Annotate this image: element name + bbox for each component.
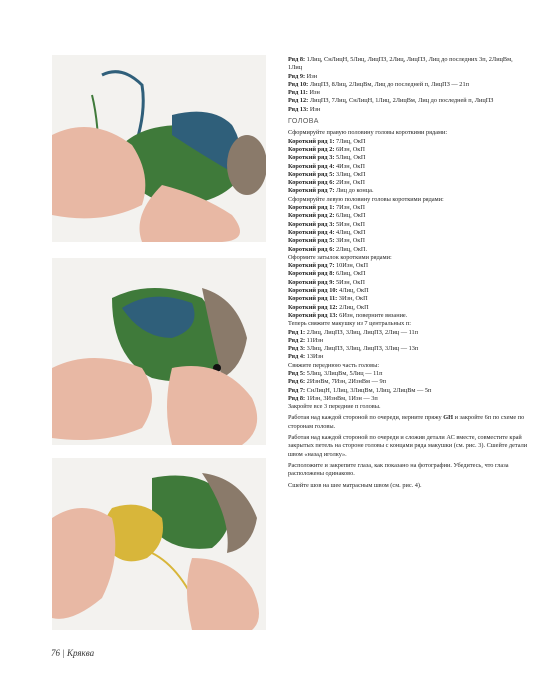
short-row: Короткий ряд 8: 6Лиц, ОкП: [288, 270, 366, 278]
row-line: Ряд 5: 5Лиц, 3ЛицВм, 5Лиц — 11п: [288, 369, 383, 377]
row-line: Ряд 8: 1Изн, 3ИзнВм, 1Изн — 3п: [288, 394, 378, 402]
row-line: Ряд 4: 13Изн: [288, 353, 324, 361]
instructions-column: [288, 56, 528, 490]
short-row: Короткий ряд 5: 3Лиц, ОкП: [288, 170, 366, 178]
row-line: Ряд 6: 2ИзнВм, 7Изн, 2ИзнВм — 9п: [288, 378, 386, 386]
short-row: Короткий ряд 2: 6Изн, ОкП: [288, 145, 365, 153]
row-line: Ряд 8: 1Лиц, СнЛицН, 5Лиц, ЛицПЗ, 2Лиц, ЛицПЗ, Лиц до последних 3п, 2ЛицВм, 1Лиц: [288, 56, 513, 72]
short-row: Короткий ряд 12: 2Лиц, ОкП: [288, 303, 369, 311]
short-row: Короткий ряд 6: 2Изн, ОкП: [288, 179, 365, 187]
short-row: Короткий ряд 13: 6Изн, поверните вязание.: [288, 311, 408, 319]
front-rows: [288, 370, 528, 403]
paragraph-eyes: Расположите и закрепите глаза, как показано на фотографии. Убедитесь, что глаза расположены одинаково.: [288, 461, 509, 478]
short-row: Короткий ряд 7: 10Изн, ОкП: [288, 262, 369, 270]
paragraph-neck: Сшейте шов на шее матрасным швом (см. рис. 4).: [288, 481, 422, 489]
crown-rows: [288, 329, 528, 362]
short-row: Короткий ряд 1: 7Изн, ОкП: [288, 204, 365, 212]
top-rows: [288, 56, 528, 114]
close-text: Закройте все 3 передние п головы.: [288, 403, 381, 411]
short-row: Короткий ряд 3: 5Лиц, ОкП: [288, 154, 366, 162]
short-row: Короткий ряд 7: Лиц до конца.: [288, 187, 374, 195]
page-footer: 76 | Кряква: [51, 648, 95, 658]
intro-crown: Теперь свяжите макушку из 7 центральных п:: [288, 320, 411, 328]
back-short-rows: [288, 262, 528, 320]
short-row: Короткий ряд 5: 3Изн, ОкП: [288, 237, 365, 245]
short-row: Короткий ряд 3: 5Изн, ОкП: [288, 220, 365, 228]
short-row: Короткий ряд 6: 2Лиц, ОкП.: [288, 245, 368, 253]
knitting-photo-5: [52, 458, 266, 630]
short-row: Короткий ряд 11: 3Изн, ОкП: [288, 295, 368, 303]
paragraph-yarn: Работая над каждой стороной по очереди, верните пряжу GH и закройте 6п по схеме по сторонам головы.: [288, 414, 525, 430]
knitting-photo-3: [52, 55, 266, 242]
row-line: Ряд 13: Изн: [288, 105, 321, 113]
photo-step-3: [52, 55, 266, 242]
short-row: Короткий ряд 10: 4Лиц, ОкП: [288, 287, 369, 295]
row-line: Ряд 1: 2Лиц, ЛицПЗ, 3Лиц, ЛицПЗ, 2Лиц — 11п: [288, 328, 419, 336]
left-short-rows: [288, 204, 528, 254]
knitting-photo-4: [52, 258, 266, 445]
short-row: Короткий ряд 1: 7Лиц, ОкП: [288, 137, 366, 145]
row-line: Ряд 11: Изн: [288, 89, 320, 97]
short-row: Короткий ряд 9: 5Изн, ОкП: [288, 278, 365, 286]
photo-step-4: [52, 258, 266, 445]
row-line: Ряд 3: 3Лиц, ЛицПЗ, 3Лиц, ЛицПЗ, 3Лиц — 13п: [288, 345, 419, 353]
intro-front: Свяжите переднюю часть головы:: [288, 361, 380, 369]
paragraph-sew: Работая над каждой стороной по очереди и сложив детали АС вместе, совместите край закрытых петель на стороне головы с концами ряда макушки (см. рис. 3). Сшейте детали швом «назад иголку».: [288, 434, 528, 458]
short-row: Короткий ряд 4: 4Изн, ОкП: [288, 162, 365, 170]
row-line: Ряд 12: ЛицПЗ, 7Лиц, СнЛицН, 1Лиц, 2ЛицВм, Лиц до последней п, ЛицПЗ: [288, 97, 494, 105]
section-title: ГОЛОВА: [288, 118, 319, 126]
right-short-rows: [288, 138, 528, 196]
intro-right: Сформируйте правую половину головы короткими рядами:: [288, 129, 448, 137]
row-line: Ряд 7: СнЛицН, 1Лиц, 3ЛицВм, 1Лиц, 2ЛицВм — 5п: [288, 386, 432, 394]
intro-back: Оформите затылок короткими рядами:: [288, 253, 392, 261]
row-line: Ряд 9: Изн: [288, 72, 318, 80]
row-line: Ряд 10: ЛицПЗ, 8Лиц, 2ЛицВм, Лиц до последней п, ЛицПЗ — 21п: [288, 80, 469, 88]
photo-step-5: [52, 458, 266, 630]
intro-left: Сформируйте левую половину головы короткими рядами:: [288, 195, 444, 203]
row-line: Ряд 2: 11Изн: [288, 336, 324, 344]
short-row: Короткий ряд 4: 4Лиц, ОкП: [288, 228, 366, 236]
short-row: Короткий ряд 2: 6Лиц, ОкП: [288, 212, 366, 220]
